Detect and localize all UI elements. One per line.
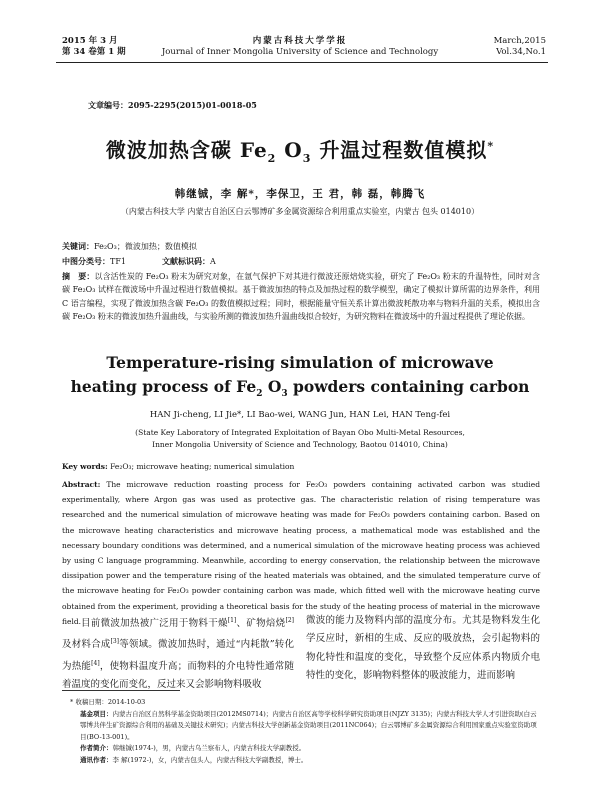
author-info: 作者简介：韩继铖(1974-)，男，内蒙古乌兰察布人，内蒙古科技大学副教授。 bbox=[80, 744, 306, 753]
header-right bbox=[494, 36, 546, 58]
body-text-left: 目前微波加热被广泛用于物料干燥[1]、矿物焙烧[2]及材料合成[3]等领域。微波加热时，通过“内耗散”转化为热能[4]，使物料温度升高；而物料的介电特性通常随着温度的变化而变化，反过来又会影响物料吸收 bbox=[62, 617, 294, 691]
body-text-right: 微波的能力及物料内部的温度分布。尤其是物料发生化学反应时，新相的生成、反应的吸放热，会引起物料的物化特性和温度的变化，导致整个反应体系内物质介电特性的变化，影响物料整体的吸波能力，进而影响 bbox=[306, 615, 540, 681]
received-date: * 收稿日期：2014-10-03 bbox=[70, 698, 146, 706]
affiliation-cn: （内蒙古科技大学 内蒙古自治区白云鄂博矿多金属资源综合利用重点实验室，内蒙古 包头 014010） bbox=[120, 207, 480, 216]
volume-cn: 第 34 卷第 1 期 bbox=[62, 47, 126, 57]
journal-name-en: Journal of Inner Mongolia University of Science and Technology bbox=[161, 47, 439, 57]
abstract-cn: 摘 要：以含活性炭的 Fe₂O₃ 粉末为研究对象，在氩气保护下对其进行微波还原焙烧实验，研究了 Fe₂O₃ 粉末的升温特性，同时对含碳 Fe₂O₃ 试样在微波场中升温过程进行数值模拟。基于微波加热的特点及加热过程的数学模型，确定了模拟计算所需的边界条件，利用 C 语言编程，实现了微波加热含碳 Fe₂O₃ 的数值模拟过程；同时，根据能量守恒关系计算出微波耗散功率与物料升温的关系，模拟出含碳 Fe₂O₃ 粉末的微波加热升温曲线，与实验所测的微波加热升温曲线拟合较好，为研究物料在微波场中的升温过程提供了理论依据。 bbox=[62, 271, 540, 321]
journal-name-cn: 内蒙古科技大学学报 bbox=[252, 36, 348, 46]
ref-1: [1] bbox=[227, 617, 237, 624]
header-rule bbox=[56, 62, 548, 63]
keywords-en: Key words: Fe₂O₃; microwave heating; numerical simulation bbox=[62, 462, 295, 471]
title-cn: 微波加热含碳 $Fe_2$ $O_3$ 升温过程数值模拟* bbox=[105, 138, 495, 165]
header-center bbox=[150, 36, 450, 58]
footnote-rule bbox=[62, 690, 180, 691]
ref-2: [2] bbox=[285, 617, 294, 624]
ref-4: [4] bbox=[91, 659, 100, 667]
corresponding-author: 通讯作者：李 解(1972-)，女，内蒙古包头人，内蒙古科技大学副教授，博士。 bbox=[80, 755, 308, 764]
ref-3: [3] bbox=[110, 638, 119, 646]
header-left bbox=[62, 36, 126, 58]
affiliation-en: (State Key Laboratory of Integrated Exploitation of Bayan Obo Multi-Metal Resources, Inner Mongolia University of Science and Technology, Baotou 014010, China) bbox=[135, 428, 465, 449]
abstract-en: Abstract: The microwave reduction roasting process for Fe₂O₃ powders containing activated carbon was studied experimentally, where Argon gas was used as protective gas. The characteristic relation of rising temperature was researched and the numerical simulation of microwave heating was made for Fe₂O₃ powders containing carbon. Based on the microwave heating characteristics and microwave heating process, a mathematical mode was established and the necessary boundary conditions was determined, and a numerical simulation of the microwave heating process was achieved by using C language programming. Meanwhile, according to energy conservation, the relationship between the microwave dissipation power and the temperature rising of the heated materials was obtained, and the simulated temperature curve of the microwave heating for Fe₂O₃ powder containing carbon was made, which fitted well with the microwave heating curve obtained from the experiment, providing a theoretical basis for the study of the heating process of material in the microwave field. bbox=[62, 480, 540, 626]
date-en: March,2015 bbox=[493, 36, 546, 46]
keywords-cn: 关键词：Fe₂O₃；微波加热；数值模拟 bbox=[62, 241, 197, 251]
authors-cn: 韩继铖，李 解*，李保卫，王 君，韩 磊，韩腾飞 bbox=[174, 188, 426, 200]
issue-date-cn: 2015 年 3 月 bbox=[62, 36, 118, 46]
title-en: Temperature-rising simulation of microwave heating process of $Fe_2$ $O_3$ powders containing carbon bbox=[70, 353, 530, 400]
fund-info: 基金项目：内蒙古自治区自然科学基金资助项目(2012MS0714)；内蒙古自治区高等学校科学研究资助项目(NJZY 3135)；内蒙古科技大学人才引进资助(白云鄂博共伴生矿资源综合利用的基础及关键技术研究)；内蒙古科技大学创新基金资助项目(2011NC064)；白云鄂博矿多金属资源综合利用国家重点实验室资助项目(BO-13-001)。 bbox=[80, 709, 537, 741]
authors-en: HAN Ji-cheng, LI Jie*, LI Bao-wei, WANG Jun, HAN Lei, HAN Teng-fei bbox=[149, 410, 451, 420]
article-number: 文章编号：2095-2295(2015)01-0018-05 bbox=[88, 100, 257, 110]
footnotes bbox=[70, 697, 542, 767]
volume-en: Vol.34,No.1 bbox=[496, 47, 546, 57]
classification-line: 中图分类号：TF1 文献标识码：A bbox=[62, 256, 216, 266]
